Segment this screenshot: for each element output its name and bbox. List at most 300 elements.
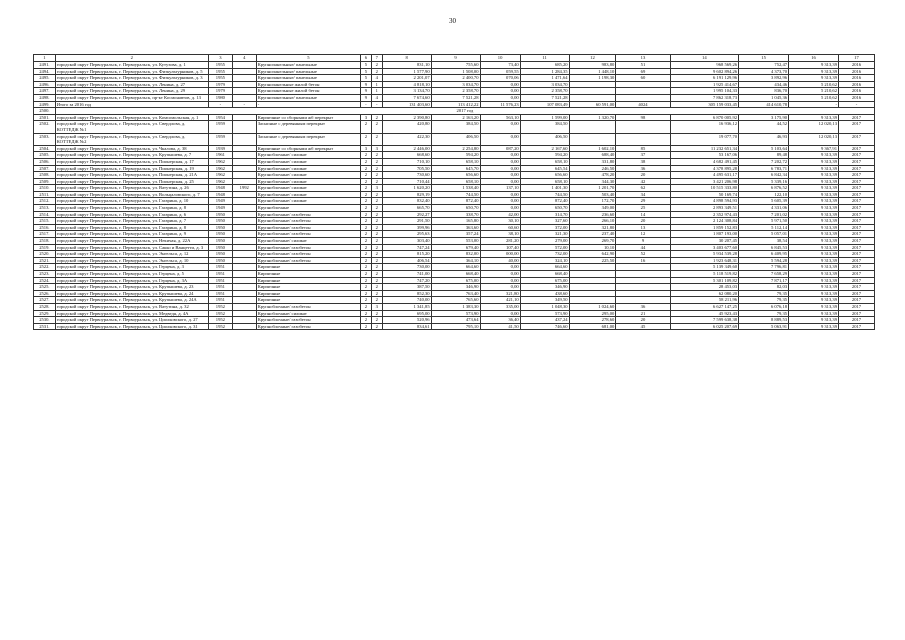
- table-cell: 1959: [208, 133, 232, 145]
- table-cell: 12 020,13: [789, 133, 839, 145]
- table-cell: 2: [361, 218, 372, 225]
- table-cell: 9 313,39: [789, 152, 839, 159]
- table-row: [34, 284, 875, 291]
- table-cell: 2: [371, 317, 382, 324]
- table-row: [34, 172, 875, 179]
- table-cell: Крупноблочные/ силикат: [256, 172, 360, 179]
- table-cell: 747,24: [382, 244, 431, 251]
- table-cell: 3: [371, 145, 382, 152]
- table-row: [34, 152, 875, 159]
- table-cell: 38: [616, 158, 670, 165]
- address-cell: Итого за 2016 год: [55, 101, 208, 108]
- table-row: [34, 323, 875, 330]
- address-cell: городской округ Первоуральск, г. Первоуральск, ул. Свердлова, д. КОТТЕДЖ №1: [55, 121, 208, 133]
- table-cell: [232, 121, 256, 133]
- table-cell: Крупноблочные/ силикат: [256, 238, 360, 245]
- table-cell: 732,00: [520, 251, 569, 258]
- address-cell: городской округ Первоуральск, г. Первоуральск, ул. Свердлова, д. КОТТЕДЖ №2: [55, 133, 208, 145]
- table-cell: Кирпичные: [256, 271, 360, 278]
- table-cell: 1951: [208, 264, 232, 271]
- table-cell: [569, 94, 616, 101]
- table-cell: 1949: [208, 198, 232, 205]
- table-cell: 2523.: [34, 271, 56, 278]
- table-row: [34, 81, 875, 88]
- table-cell: [232, 145, 256, 152]
- table-cell: 9 313,39: [789, 244, 839, 251]
- table-cell: 3 134,70: [382, 88, 431, 95]
- table-cell: 0,00: [480, 198, 520, 205]
- table-row: [34, 231, 875, 238]
- table-cell: 36: [616, 303, 670, 310]
- table-cell: 2017: [839, 211, 875, 218]
- address-cell: городской округ Первоуральск, г. Первоуральск, ул. Гагарина, д. 9: [55, 231, 208, 238]
- address-cell: городской округ Первоуральск, г. Первоуральск, ул. Гагарина, д. 7: [55, 218, 208, 225]
- table-cell: 2: [361, 191, 372, 198]
- table-row: [34, 165, 875, 172]
- table-cell: 6 627 147,25: [670, 303, 738, 310]
- address-cell: городской округ Первоуральск, г. Первоуральск, ул. Циолковского, д. 31: [55, 323, 208, 330]
- table-cell: 2 358,70: [431, 88, 480, 95]
- table-cell: 2520.: [34, 251, 56, 258]
- table-cell: 730,00: [382, 264, 431, 271]
- table-cell: 2: [371, 284, 382, 291]
- table-cell: 2 163,20: [431, 114, 480, 121]
- table-cell: [232, 284, 256, 291]
- table-cell: 2512.: [34, 198, 56, 205]
- column-number-cell: 1: [34, 55, 56, 62]
- address-cell: городской округ Первоуральск, г. Первоуральск, ул. Физкультурников, д. 3: [55, 75, 208, 82]
- table-row: [34, 178, 875, 185]
- column-number-cell: 6: [361, 55, 372, 62]
- table-cell: [232, 290, 256, 297]
- table-row: [34, 62, 875, 69]
- table-cell: 346,90: [431, 284, 480, 291]
- table-cell: [232, 224, 256, 231]
- table-cell: 744,50: [520, 191, 569, 198]
- table-cell: 4: [371, 94, 382, 101]
- table-cell: 5 934 539,28: [670, 251, 738, 258]
- table-cell: 292,27: [382, 211, 431, 218]
- table-cell: 2529.: [34, 310, 56, 317]
- table-cell: 346,90: [520, 284, 569, 291]
- table-cell: [232, 114, 256, 121]
- table-cell: 2: [361, 290, 372, 297]
- table-cell: [569, 271, 616, 278]
- table-cell: Крупноблочные/ газобетон: [256, 211, 360, 218]
- table-cell: 2509.: [34, 178, 56, 185]
- table-cell: 2017: [839, 277, 875, 284]
- table-cell: 2503.: [34, 133, 56, 145]
- table-cell: 2: [371, 114, 382, 121]
- table-cell: 60,60: [480, 224, 520, 231]
- table-cell: 5 112,14: [739, 224, 789, 231]
- table-cell: 4 378 895,28: [670, 165, 738, 172]
- table-cell: 5 057,01: [739, 231, 789, 238]
- table-cell: Крупноблочные/ газобетон: [256, 251, 360, 258]
- table-cell: 2017: [839, 238, 875, 245]
- table-cell: 1951: [208, 284, 232, 291]
- table-cell: 45: [616, 323, 670, 330]
- table-cell: Крупноблочные/ газобетон: [256, 303, 360, 310]
- table-cell: 5 139 349,60: [670, 264, 738, 271]
- table-cell: 1950: [208, 218, 232, 225]
- table-cell: -: [789, 101, 839, 108]
- table-cell: 420,80: [382, 121, 431, 133]
- table-cell: 89,48: [739, 152, 789, 159]
- column-number-cell: 4: [232, 55, 256, 62]
- table-cell: 1 448,10: [569, 68, 616, 75]
- table-row: [34, 271, 875, 278]
- table-cell: 438,60: [520, 290, 569, 297]
- table-cell: 2: [371, 224, 382, 231]
- table-cell: [616, 277, 670, 284]
- table-row: [34, 88, 875, 95]
- table-cell: 2: [371, 62, 382, 69]
- address-cell: городской округ Первоуральск, г. Первоуральск, пр-кт Космонавтов, д. 13: [55, 94, 208, 101]
- table-cell: 44,52: [739, 121, 789, 133]
- table-cell: Крупноблочные/ силикат: [256, 191, 360, 198]
- table-cell: 1959: [208, 121, 232, 133]
- table-cell: 2: [361, 133, 372, 145]
- table-cell: 4 682 491,45: [670, 158, 738, 165]
- address-cell: городской округ Первоуральск, г. Первоуральск, ул. Чкалова, д. 38: [55, 145, 208, 152]
- table-cell: 4 495 631,17: [670, 172, 738, 179]
- table-cell: -: [361, 101, 372, 108]
- table-cell: [569, 290, 616, 297]
- table-cell: 14: [616, 211, 670, 218]
- table-cell: 4 331,06: [739, 205, 789, 212]
- table-cell: 685,20: [520, 62, 569, 69]
- table-cell: 7 862 318,73: [670, 94, 738, 101]
- table-cell: 2: [371, 158, 382, 165]
- table-cell: Крупнопанельные жилой бетон: [256, 81, 360, 88]
- table-cell: 30,10: [480, 218, 520, 225]
- table-cell: 4024: [616, 101, 670, 108]
- table-cell: 2017: [839, 191, 875, 198]
- table-cell: 744,50: [431, 191, 480, 198]
- table-cell: 747,20: [382, 277, 431, 284]
- table-row: [34, 158, 875, 165]
- table-cell: 2513.: [34, 205, 56, 212]
- table-cell: 0,00: [480, 121, 520, 133]
- table-cell: 1962: [208, 165, 232, 172]
- table-cell: 10 515 333,80: [670, 185, 738, 192]
- table-cell: 1 602,10: [569, 145, 616, 152]
- table-cell: [232, 238, 256, 245]
- table-cell: 9 313,39: [789, 211, 839, 218]
- table-row: [34, 75, 875, 82]
- table-cell: 0,00: [480, 158, 520, 165]
- table-cell: 1951: [208, 290, 232, 297]
- table-cell: 2: [361, 264, 372, 271]
- column-number-cell: 3: [208, 55, 232, 62]
- table-cell: 2: [371, 297, 382, 304]
- table-cell: 2496.: [34, 81, 56, 88]
- table-cell: 6 842,34: [739, 172, 789, 179]
- table-cell: 2: [361, 165, 372, 172]
- table-cell: 679,40: [431, 244, 480, 251]
- table-cell: 1 923 648,31: [670, 257, 738, 264]
- table-cell: 9 313,39: [789, 264, 839, 271]
- table-cell: 406,50: [520, 133, 569, 145]
- table-cell: 9: [361, 94, 372, 101]
- address-cell: городской округ Первоуральск, г. Первоуральск, ул. Герцена, д. 3А: [55, 277, 208, 284]
- table-cell: 2: [371, 218, 382, 225]
- table-cell: 9 313,39: [789, 238, 839, 245]
- address-cell: городской округ Первоуральск, г. Первоуральск, ул. Сакко и Ванцетти, д. 3: [55, 244, 208, 251]
- table-cell: 9 313,39: [789, 297, 839, 304]
- table-cell: Крупнопанельные/ панельные: [256, 75, 360, 82]
- table-cell: 2016: [839, 81, 875, 88]
- table-row: [34, 114, 875, 121]
- table-cell: 0,00: [480, 81, 520, 88]
- table-cell: 1952: [208, 303, 232, 310]
- table-cell: Кирпичные: [256, 264, 360, 271]
- table-cell: 321,80: [569, 224, 616, 231]
- address-cell: городской округ Первоуральск, г. Первоуральск, ул. Герцена, д. 3: [55, 264, 208, 271]
- column-number-cell: 12: [569, 55, 616, 62]
- table-cell: 131 403,60: [382, 101, 431, 108]
- table-cell: 2: [361, 323, 372, 330]
- table-cell: [616, 264, 670, 271]
- table-cell: 414 610,78: [739, 101, 789, 108]
- table-cell: 5 605,39: [739, 198, 789, 205]
- table-cell: 2: [361, 211, 372, 218]
- table-cell: 1939: [208, 145, 232, 152]
- table-cell: 664,60: [520, 264, 569, 271]
- table-cell: 2: [371, 238, 382, 245]
- table-cell: 9 313,39: [789, 205, 839, 212]
- table-cell: 2: [361, 317, 372, 324]
- table-cell: 3 892,96: [739, 75, 789, 82]
- table-cell: 1951: [208, 277, 232, 284]
- table-cell: 1: [371, 81, 382, 88]
- table-cell: 645,54: [520, 165, 569, 172]
- table-cell: 7 521,28: [431, 94, 480, 101]
- table-cell: 832,00: [431, 251, 480, 258]
- table-row: [34, 121, 875, 133]
- table-cell: 2: [361, 271, 372, 278]
- table-cell: 422,30: [382, 133, 431, 145]
- table-cell: 2: [361, 172, 372, 179]
- table-cell: 2497.: [34, 88, 56, 95]
- table-cell: 2017: [839, 284, 875, 291]
- table-cell: 79,35: [739, 290, 789, 297]
- table-cell: 225,50: [569, 257, 616, 264]
- table-cell: 573,90: [431, 310, 480, 317]
- table-cell: 705,50: [382, 165, 431, 172]
- table-cell: 3 421 206,98: [670, 178, 738, 185]
- table-cell: 269,70: [569, 238, 616, 245]
- table-cell: 1979: [208, 81, 232, 88]
- table-cell: 9 313,39: [789, 218, 839, 225]
- table-cell: [569, 121, 616, 133]
- table-cell: 19 077,70: [670, 133, 738, 145]
- table-cell: 2: [371, 178, 382, 185]
- table-cell: 688,40: [569, 152, 616, 159]
- table-cell: 9 313,39: [789, 251, 839, 258]
- table-cell: [232, 158, 256, 165]
- address-cell: городской округ Первоуральск, г. Первоуральск, ул. Физкультурников, д. 5: [55, 68, 208, 75]
- table-cell: 2521.: [34, 257, 56, 264]
- year-header-row: [34, 108, 875, 115]
- table-cell: 1 538,40: [431, 185, 480, 192]
- table-cell: 5 971,50: [739, 218, 789, 225]
- table-cell: 2017: [839, 198, 875, 205]
- table-cell: 1 201,70: [569, 185, 616, 192]
- table-cell: 7 658,29: [739, 271, 789, 278]
- table-cell: 98: [616, 114, 670, 121]
- table-cell: 331,80: [569, 158, 616, 165]
- table-row: [34, 303, 875, 310]
- table-cell: [232, 68, 256, 75]
- table-cell: 40,00: [480, 257, 520, 264]
- table-cell: 650,70: [431, 205, 480, 212]
- table-cell: 3 403 677,60: [670, 244, 738, 251]
- table-cell: 1961: [208, 152, 232, 159]
- table-cell: 79,35: [739, 310, 789, 317]
- table-cell: 2017: [839, 244, 875, 251]
- table-cell: [232, 152, 256, 159]
- table-row: [34, 218, 875, 225]
- table-cell: 681,00: [569, 323, 616, 330]
- table-cell: 9 313,39: [789, 75, 839, 82]
- table-cell: 38,10: [480, 231, 520, 238]
- table-cell: 059,55: [480, 68, 520, 75]
- table-cell: 29: [616, 198, 670, 205]
- table-cell: 9 313,39: [789, 185, 839, 192]
- table-cell: 7 871,17: [739, 277, 789, 284]
- table-cell: [232, 205, 256, 212]
- table-cell: 2 893 349,51: [670, 205, 738, 212]
- column-number-row: [34, 55, 875, 62]
- table-cell: 52: [616, 251, 670, 258]
- table-cell: 9 313,39: [789, 271, 839, 278]
- table-cell: 16: [616, 257, 670, 264]
- table-cell: 2494.: [34, 68, 56, 75]
- table-cell: 0,00: [480, 271, 520, 278]
- table-cell: 2: [371, 290, 382, 297]
- table-cell: 399,96: [382, 224, 431, 231]
- address-cell: городской округ Первоуральск, г. Первоуральск, ул. Гагарина, д. 10: [55, 198, 208, 205]
- table-cell: 2: [361, 185, 372, 192]
- table-cell: 0,00: [480, 94, 520, 101]
- table-cell: 2: [361, 158, 372, 165]
- table-cell: [569, 81, 616, 88]
- page-number: 30: [449, 17, 456, 25]
- table-cell: 836,70: [739, 88, 789, 95]
- table-cell: 9 313,39: [789, 172, 839, 179]
- table-cell: 656,60: [520, 172, 569, 179]
- table-cell: 2016: [839, 62, 875, 69]
- table-cell: 6 191 129,96: [670, 75, 738, 82]
- table-cell: 85: [616, 145, 670, 152]
- table-cell: 295,63: [382, 231, 431, 238]
- table-cell: 1962: [208, 172, 232, 179]
- table-cell: 2522.: [34, 264, 56, 271]
- table-cell: 2016: [839, 75, 875, 82]
- table-cell: 740,00: [382, 297, 431, 304]
- table-cell: 437,24: [520, 317, 569, 324]
- table-cell: 2 124 308,84: [670, 218, 738, 225]
- table-cell: 5: [361, 68, 372, 75]
- table-cell: 9: [616, 238, 670, 245]
- table-cell: Кирпичные: [256, 290, 360, 297]
- table-cell: 36: [616, 165, 670, 172]
- table-cell: Засыпные с деревянным перекрыт: [256, 121, 360, 133]
- table-cell: 2017: [839, 290, 875, 297]
- table-cell: 1 471,64: [520, 75, 569, 82]
- table-cell: 5 339,16: [739, 178, 789, 185]
- address-cell: городской округ Первоуральск, г. Первоуральск, ул. Энгельса, д. 10: [55, 257, 208, 264]
- table-cell: 695,00: [382, 310, 431, 317]
- table-cell: 11 576,23: [480, 101, 520, 108]
- table-cell: 2515.: [34, 218, 56, 225]
- table-cell: 1992: [232, 185, 256, 192]
- table-cell: 9: [361, 88, 372, 95]
- table-cell: 60: [616, 75, 670, 82]
- table-cell: [232, 75, 256, 82]
- table-cell: 2017: [839, 205, 875, 212]
- table-cell: 107,40: [480, 244, 520, 251]
- table-cell: [232, 172, 256, 179]
- table-cell: 752,47: [739, 62, 789, 69]
- column-number-cell: 8: [382, 55, 431, 62]
- table-cell: 357,24: [431, 231, 480, 238]
- table-cell: 2017: [839, 251, 875, 258]
- table-cell: 1951: [208, 297, 232, 304]
- table-cell: 2: [371, 68, 382, 75]
- column-number-cell: 7: [371, 55, 382, 62]
- table-cell: 4 898 594,93: [670, 198, 738, 205]
- table-cell: 0,00: [480, 284, 520, 291]
- table-cell: 1 024,60: [569, 303, 616, 310]
- table-cell: 1 198,30: [569, 75, 616, 82]
- table-cell: [616, 88, 670, 95]
- table-cell: 0,00: [480, 165, 520, 172]
- table-cell: 2: [371, 172, 382, 179]
- table-cell: 46,93: [739, 133, 789, 145]
- table-cell: 372,00: [520, 224, 569, 231]
- table-row: [34, 198, 875, 205]
- table-cell: 9 313,39: [789, 178, 839, 185]
- table-cell: 665,70: [382, 205, 431, 212]
- table-cell: 9 313,39: [789, 114, 839, 121]
- address-cell: городской округ Первоуральск, г. Первоуральск, ул. Кутузова, д. 1: [55, 62, 208, 69]
- table-cell: 2524.: [34, 277, 56, 284]
- table-cell: [616, 297, 670, 304]
- column-number-cell: 15: [739, 55, 789, 62]
- table-cell: 872,40: [431, 198, 480, 205]
- table-cell: 335,00: [480, 303, 520, 310]
- table-cell: Крупнопанельные/ панельные: [256, 94, 360, 101]
- table-cell: 51: [616, 62, 670, 69]
- table-cell: 2: [371, 121, 382, 133]
- table-cell: Крупноблочные/ силикат: [256, 165, 360, 172]
- table-cell: 1950: [208, 211, 232, 218]
- table-row: [34, 94, 875, 101]
- table-cell: 364,10: [431, 257, 480, 264]
- table-cell: 765,60: [431, 297, 480, 304]
- table-cell: 834,61: [382, 323, 431, 330]
- table-cell: 2017: [839, 271, 875, 278]
- table-cell: 3 034,70: [520, 81, 569, 88]
- table-cell: 6 076,18: [739, 303, 789, 310]
- table-cell: [232, 264, 256, 271]
- table-cell: [569, 284, 616, 291]
- table-cell: 1950: [208, 244, 232, 251]
- table-cell: 1952: [208, 323, 232, 330]
